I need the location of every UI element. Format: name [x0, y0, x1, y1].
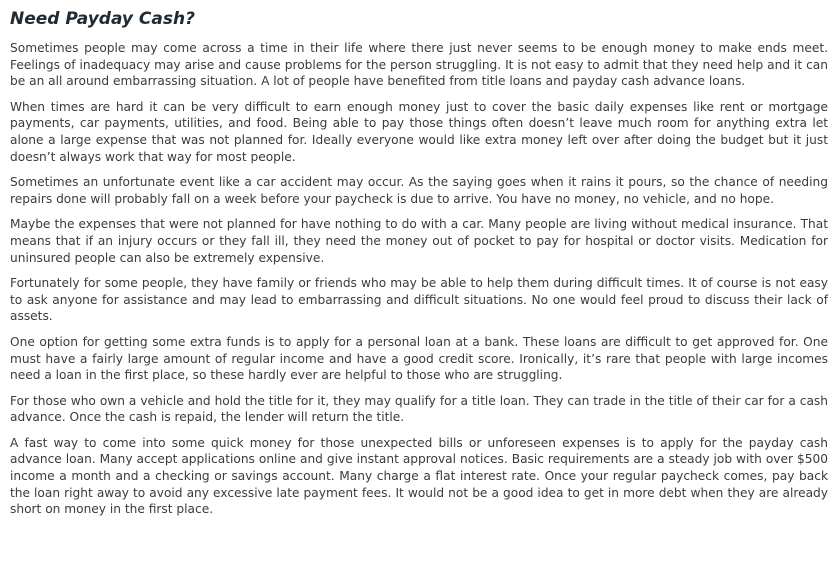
- article-paragraph-2: When times are hard it can be very difficult to earn enough money just to cover the basic daily expenses like rent or mortgage payments, car payments, utilities, and food. Being able to pay those things often doesn’t leave much room for anything extra let alone a large expense that was not planned for. Ideally everyone would like extra money left over after doing the budget but it just doesn’t always work that way for most people.: [10, 99, 828, 164]
- article-paragraph-4: Maybe the expenses that were not planned for have nothing to do with a car. Many people are living without medical insurance. That means that if an injury occurs or they fall ill, they need the money out of pocket to pay for hospital or doctor visits. Medication for uninsured people can also be extremely expensive.: [10, 217, 828, 265]
- article-paragraph-1: Sometimes people may come across a time in their life where there just never seems to be enough money to make ends meet. Feelings of inadequacy may arise and cause problems for the person struggling. It is not easy to admit that they need help and it can be an all around embarrassing situation. A lot of people have benefited from title loans and payday cash advance loans.: [10, 41, 828, 89]
- article-paragraph-7: For those who own a vehicle and hold the title for it, they may qualify for a title loan. They can trade in the title of their car for a cash advance. Once the cash is repaid, the lender will return the title.: [10, 393, 828, 425]
- article-paragraph-3: Sometimes an unfortunate event like a car accident may occur. As the saying goes when it rains it pours, so the chance of needing repairs done will probably fall on a week before your paycheck is due to arrive. You have no money, no vehicle, and no hope.: [10, 175, 828, 206]
- article-paragraph-8: A fast way to come into some quick money for those unexpected bills or unforeseen expenses is to apply for the payday cash advance loan. Many accept applications online and give instant approval notices. Basic requirements are a steady job with over $500 income a month and a checking or savings account. Many charge a flat interest rate. Once your regular paycheck comes, pay back the loan right away to avoid any excessive late payment fees. It would not be a good idea to get in more debt when they are already short on money in the first place.: [10, 435, 828, 517]
- article-paragraph-6: One option for getting some extra funds is to apply for a personal loan at a bank. These loans are difficult to get approved for. One must have a fairly large amount of regular income and have a good credit score. Ironically, it’s rare that people with large incomes need a loan in the first place, so these hardly ever are helpful to those who are struggling.: [10, 334, 828, 383]
- article-paragraph-5: Fortunately for some people, they have family or friends who may be able to help them during difficult times. It of course is not easy to ask anyone for assistance and may lead to embarrassing and difficult situations. No one would feel proud to discuss their lack of assets.: [10, 276, 828, 324]
- article-title: Need Payday Cash?: [10, 9, 195, 29]
